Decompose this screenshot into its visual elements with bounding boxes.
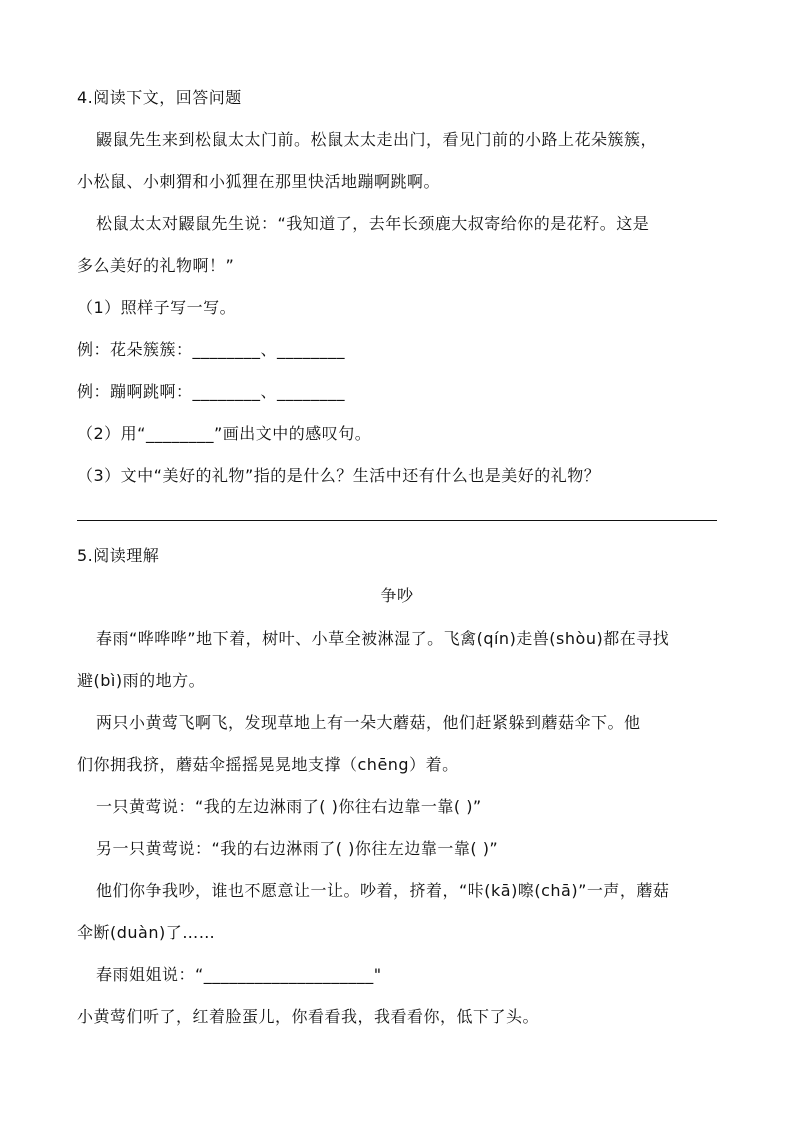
q4-example-1: 例：花朵簇簇：________、________ — [77, 340, 346, 359]
q5-paragraph-1-line-1: 春雨“哗哗哗”地下着，树叶、小草全被淋湿了。飞禽(qín)走兽(shòu)都在寻找 — [96, 629, 670, 648]
q4-subquestion-1: （1）照样子写一写。 — [77, 298, 237, 317]
q4-heading: 4.阅读下文，回答问题 — [77, 88, 242, 107]
q4-paragraph-2-line-2: 多么美好的礼物啊！” — [77, 256, 235, 275]
q5-paragraph-7: 小黄莺们听了，红着脸蛋儿，你看看我，我看看你，低下了头。 — [77, 1007, 540, 1026]
q5-paragraph-1-line-2: 避(bì)雨的地方。 — [77, 671, 206, 690]
q5-paragraph-4: 另一只黄莺说：“我的右边淋雨了( )你往左边靠一靠( )” — [96, 839, 499, 858]
q4-paragraph-1-line-2: 小松鼠、小刺猬和小狐狸在那里快活地蹦啊跳啊。 — [77, 172, 441, 191]
q5-paragraph-2-line-1: 两只小黄莺飞啊飞，发现草地上有一朵大蘑菇，他们赶紧躲到蘑菇伞下。他 — [96, 713, 641, 732]
q4-example-2: 例：蹦啊跳啊：________、________ — [77, 382, 346, 401]
q4-paragraph-1-line-1: 鼹鼠先生来到松鼠太太门前。松鼠太太走出门，看见门前的小路上花朵簇簇， — [96, 130, 658, 149]
q5-heading: 5.阅读理解 — [77, 546, 160, 565]
q5-paragraph-3: 一只黄莺说：“我的左边淋雨了( )你往右边靠一靠( )” — [96, 797, 482, 816]
q4-subquestion-3: （3）文中“美好的礼物”指的是什么？生活中还有什么也是美好的礼物？ — [77, 466, 601, 485]
q4-paragraph-2-line-1: 松鼠太太对鼹鼠先生说：“我知道了，去年长颈鹿大叔寄给你的是花籽。这是 — [96, 214, 650, 233]
passage-title: 争吵 — [380, 586, 414, 605]
q4-subquestion-2: （2）用“________”画出文中的感叹句。 — [77, 424, 372, 443]
answer-line — [77, 520, 717, 521]
q5-paragraph-6: 春雨姐姐说：“____________________" — [96, 965, 382, 984]
q5-paragraph-2-line-2: 们你拥我挤，蘑菇伞摇摇晃晃地支撑（chēng）着。 — [77, 755, 459, 774]
q5-paragraph-5-line-1: 他们你争我吵，谁也不愿意让一让。吵着，挤着，“咔(kā)嚓(chā)”一声，蘑菇 — [96, 881, 670, 900]
q5-paragraph-5-line-2: 伞断(duàn)了…… — [77, 923, 216, 942]
